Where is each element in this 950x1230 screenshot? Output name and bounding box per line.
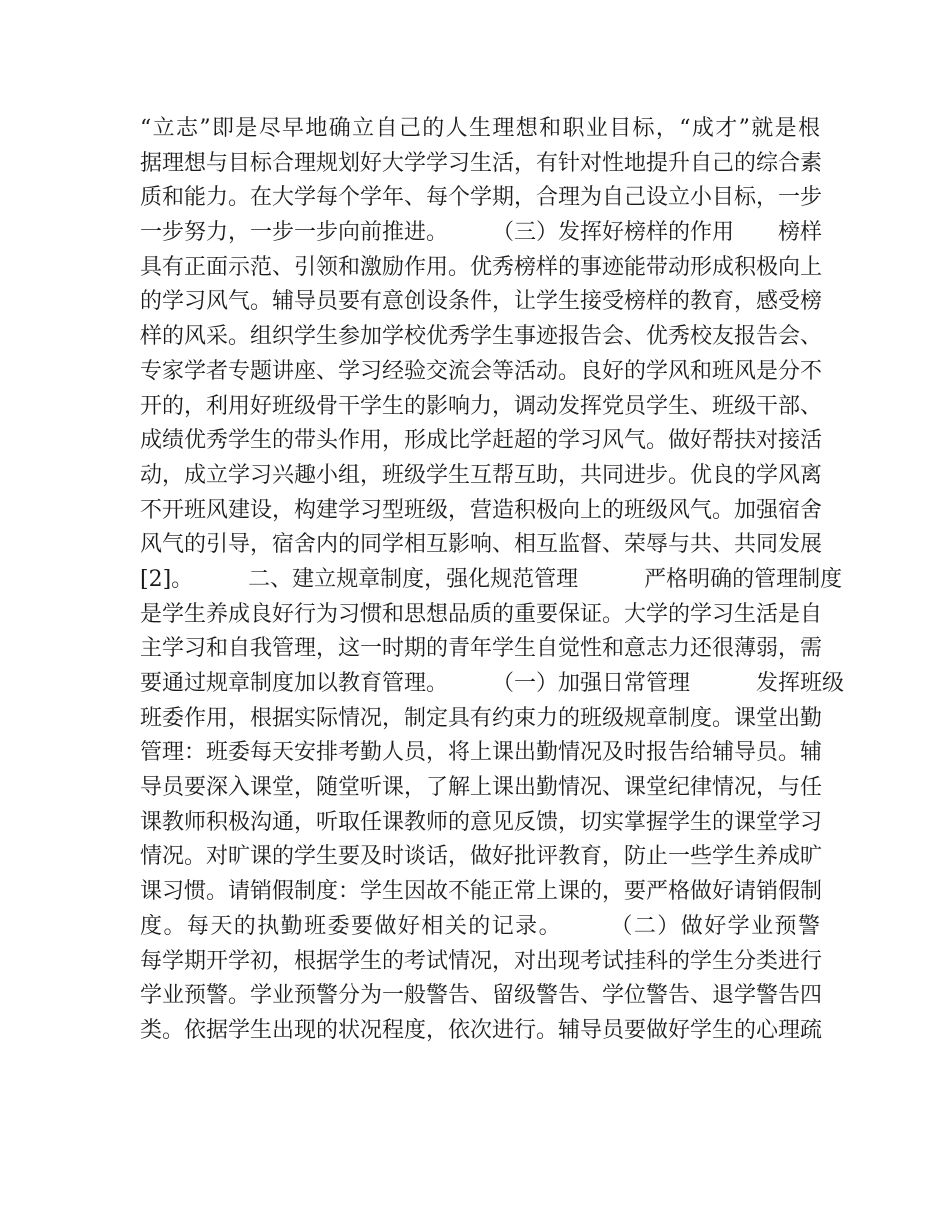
- text-line: 是学生养成良好行为习惯和思想品质的重要保证。大学的学习生活是自: [140, 601, 823, 627]
- text-line: 不开班风建设，构建学习型班级，营造积极向上的班级风气。加强宿舍: [140, 497, 823, 523]
- text-line: 班委作用，根据实际情况，制定具有约束力的班级规章制度。课堂出勤: [140, 705, 823, 731]
- text-line: 专家学者专题讲座、学习经验交流会等活动。良好的学风和班风是分不: [140, 358, 823, 384]
- text-line: “立志”即是尽早地确立自己的人生理想和职业目标，“成才”就是根: [140, 116, 820, 141]
- text-line: 管理：班委每天安排考勤人员，将上课出勤情况及时报告给辅导员。辅: [140, 740, 823, 766]
- text-line: [2]。 二、建立规章制度，强化规范管理 严格明确的管理制度: [140, 566, 843, 592]
- text-line: 学业预警。学业预警分为一般警告、留级警告、学位警告、退学警告四: [140, 983, 823, 1009]
- body-text: [140, 112, 845, 1049]
- text-line: 具有正面示范、引领和激励作用。优秀榜样的事迹能带动形成积极向上: [140, 254, 823, 280]
- text-line: 要通过规章制度加以教育管理。 （一）加强日常管理 发挥班级: [140, 671, 845, 696]
- text-line: 情况。对旷课的学生要及时谈话，做好批评教育，防止一些学生养成旷: [140, 844, 823, 870]
- text-line: 据理想与目标合理规划好大学学习生活，有针对性地提升自己的综合素: [140, 150, 823, 176]
- text-line: 动，成立学习兴趣小组，班级学生互帮互助，共同进步。优良的学风离: [140, 462, 823, 488]
- text-line: 课教师积极沟通，听取任课教师的意见反馈，切实掌握学生的课堂学习: [140, 809, 823, 835]
- text-line: 风气的引导，宿舍内的同学相互影响、相互监督、荣辱与共、共同发展: [140, 532, 823, 558]
- text-line: 开的，利用好班级骨干学生的影响力，调动发挥党员学生、班级干部、: [140, 393, 823, 419]
- text-line: 类。依据学生出现的状况程度，依次进行。辅导员要做好学生的心理疏: [140, 1017, 823, 1043]
- text-line: 一步努力，一步一步向前推进。 （三）发挥好榜样的作用 榜样: [140, 220, 823, 246]
- text-line: 度。每天的执勤班委要做好相关的记录。 （二）做好学业预警: [140, 913, 820, 939]
- text-line: 的学习风气。辅导员要有意创设条件，让学生接受榜样的教育，感受榜: [140, 289, 823, 315]
- text-line: 成绩优秀学生的带头作用，形成比学赶超的学习风气。做好帮扶对接活: [140, 428, 823, 454]
- text-line: 导员要深入课堂，随堂听课，了解上课出勤情况、课堂纪律情况，与任: [140, 775, 823, 801]
- text-line: 质和能力。在大学每个学年、每个学期，合理为自己设立小目标，一步: [140, 185, 823, 211]
- text-line: 样的风采。组织学生参加学校优秀学生事迹报告会、优秀校友报告会、: [140, 324, 823, 350]
- text-line: 每学期开学初，根据学生的考试情况，对出现考试挂科的学生分类进行: [140, 948, 823, 974]
- text-line: 主学习和自我管理，这一时期的青年学生自觉性和意志力还很薄弱，需: [140, 636, 823, 662]
- text-line: 课习惯。请销假制度：学生因故不能正常上课的，要严格做好请销假制: [140, 879, 823, 905]
